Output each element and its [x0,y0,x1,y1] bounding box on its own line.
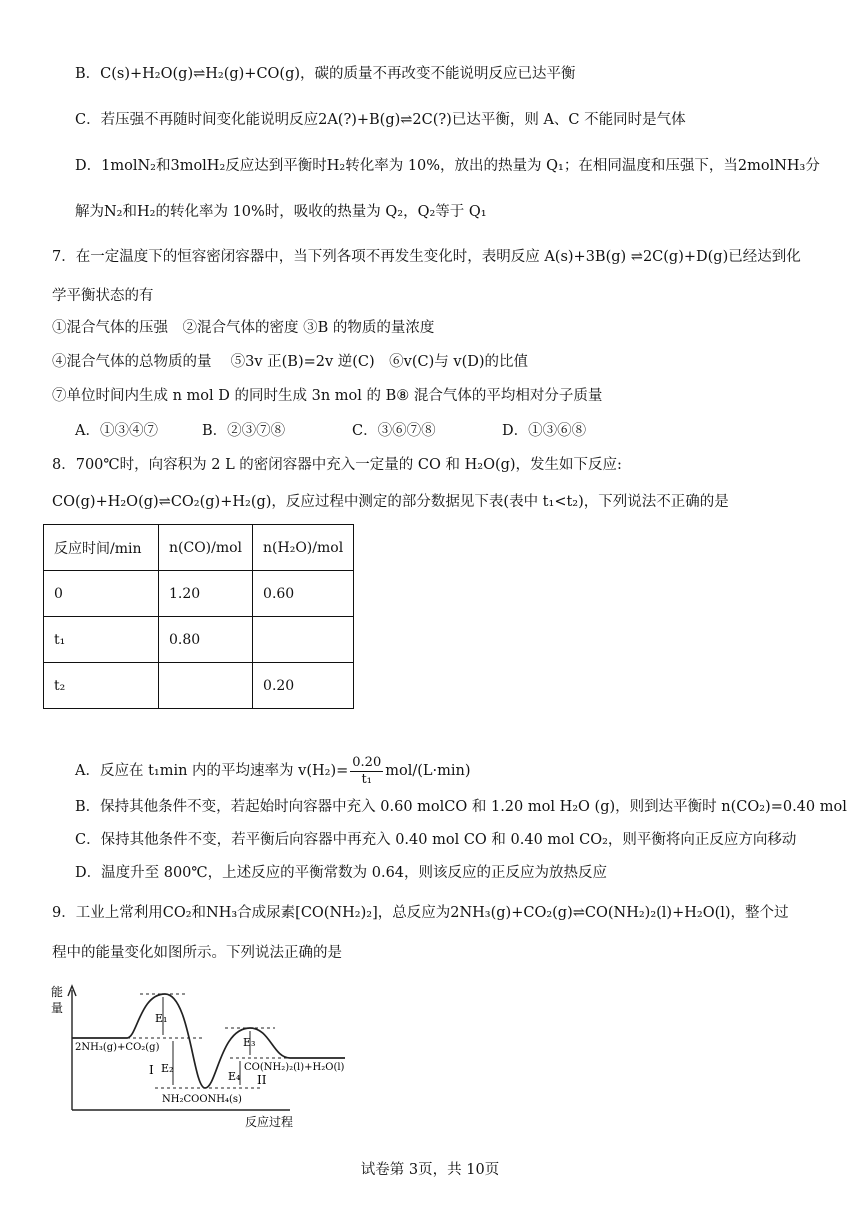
q6-option-d-line1: D．1molN₂和3molH₂反应达到平衡时H₂转化率为 10%，放出的热量为 Q₁；在相同温度和压强下，当2molNH₃分 [75,158,820,174]
fraction-denominator: t₁ [361,771,372,787]
table-cell [159,663,253,709]
table-cell: 1.20 [159,571,253,617]
q7-items-1: ①混合气体的压强 ②混合气体的密度 ③B 的物质的量浓度 [52,320,435,336]
table-cell: 0.80 [159,617,253,663]
table-cell: t₁ [44,617,159,663]
q8-stem-line1: 8．700℃时，向容积为 2 L 的密闭容器中充入一定量的 CO 和 H₂O(g)，发生如下反应: [52,457,622,473]
q8-option-c: C．保持其他条件不变，若平衡后向容器中再充入 0.40 mol CO 和 0.40 mol CO₂，则平衡将向正反应方向移动 [75,832,797,848]
q7-option-a: A．①③④⑦ [75,423,158,439]
fraction-numerator: 0.20 [352,754,382,770]
table-cell: 0.20 [253,663,354,709]
q8-data-table [43,524,354,709]
table-cell: 0 [44,571,159,617]
table-row [44,571,354,617]
intermediate-label: NH₂COONH₄(s) [162,1094,242,1105]
q6-option-c: C．若压强不再随时间变化能说明反应2A(?)+B(g)⇌2C(?)已达平衡，则 A、C 不能同时是气体 [75,112,686,128]
q7-stem-line2: 学平衡状态的有 [52,288,154,304]
q8-option-a-text: A．反应在 t₁min 内的平均速率为 v(H₂)= [75,763,349,779]
q9-stem-line2: 程中的能量变化如图所示。下列说法正确的是 [52,945,342,961]
page-footer: 试卷第 3页，共 10页 [360,1162,500,1178]
x-label: 反应过程 [245,1115,294,1129]
table-row [44,663,354,709]
q8-stem-line2: CO(g)+H₂O(g)⇌CO₂(g)+H₂(g)，反应过程中测定的部分数据见下表(表中 t₁<t₂)，下列说法不正确的是 [52,494,729,510]
q8-option-d: D．温度升至 800℃，上述反应的平衡常数为 0.64，则该反应的正反应为放热反应 [75,865,608,881]
q6-option-d-line2: 解为N₂和H₂的转化率为 10%时，吸收的热量为 Q₂，Q₂等于 Q₁ [75,204,487,220]
table-header-cell: n(CO)/mol [159,525,253,571]
q8-option-a [75,754,471,788]
table-header-cell: n(H₂O)/mol [253,525,354,571]
table-cell: 0.60 [253,571,354,617]
table-header-row [44,525,354,571]
e4-label: E₄ [228,1070,241,1083]
products-label: CO(NH₂)₂(l)+H₂O(l) [244,1062,345,1073]
table-header-cell: 反应时间/min [44,525,159,571]
q8-option-a-unit: mol/(L·min) [385,763,471,779]
q7-option-b: B．②③⑦⑧ [202,423,286,439]
energy-curve [72,994,345,1088]
q7-items-2: ④混合气体的总物质的量 ⑤3v 正(B)=2v 逆(C) ⑥v(C)与 v(D)的比值 [52,354,529,370]
table-row [44,617,354,663]
q8-option-b: B．保持其他条件不变，若起始时向容器中充入 0.60 molCO 和 1.20 mol H₂O (g)，则到达平衡时 n(CO₂)=0.40 mol [75,799,847,815]
q9-stem-line1: 9．工业上常利用CO₂和NH₃合成尿素[CO(NH₂)₂]，总反应为2NH₃(g)+CO₂(g)⇌CO(NH₂)₂(l)+H₂O(l)，整个过 [52,905,789,921]
y-label-top: 能 [51,985,64,999]
q6-option-b: B．C(s)+H₂O(g)⇌H₂(g)+CO(g)，碳的质量不再改变不能说明反应已达平衡 [75,66,576,82]
table-cell: t₂ [44,663,159,709]
stage-2-label: II [257,1073,267,1087]
q7-items-3: ⑦单位时间内生成 n mol D 的同时生成 3n mol 的 B⑧ 混合气体的平均相对分子质量 [52,388,603,404]
energy-diagram [45,980,355,1130]
rate-fraction [350,755,383,788]
q7-option-c: C．③⑥⑦⑧ [352,423,436,439]
table-cell [253,617,354,663]
e2-label: E₂ [161,1062,174,1075]
reactants-label: 2NH₃(g)+CO₂(g) [75,1042,160,1053]
e3-label: E₃ [243,1036,256,1049]
stage-1-label: I [149,1063,154,1077]
q7-option-d: D．①③⑥⑧ [502,423,587,439]
q7-stem-line1: 7．在一定温度下的恒容密闭容器中，当下列各项不再发生变化时，表明反应 A(s)+3B(g) ⇌2C(g)+D(g)已经达到化 [52,249,801,265]
y-label-bottom: 量 [51,1001,64,1015]
e1-label: E₁ [155,1012,168,1025]
